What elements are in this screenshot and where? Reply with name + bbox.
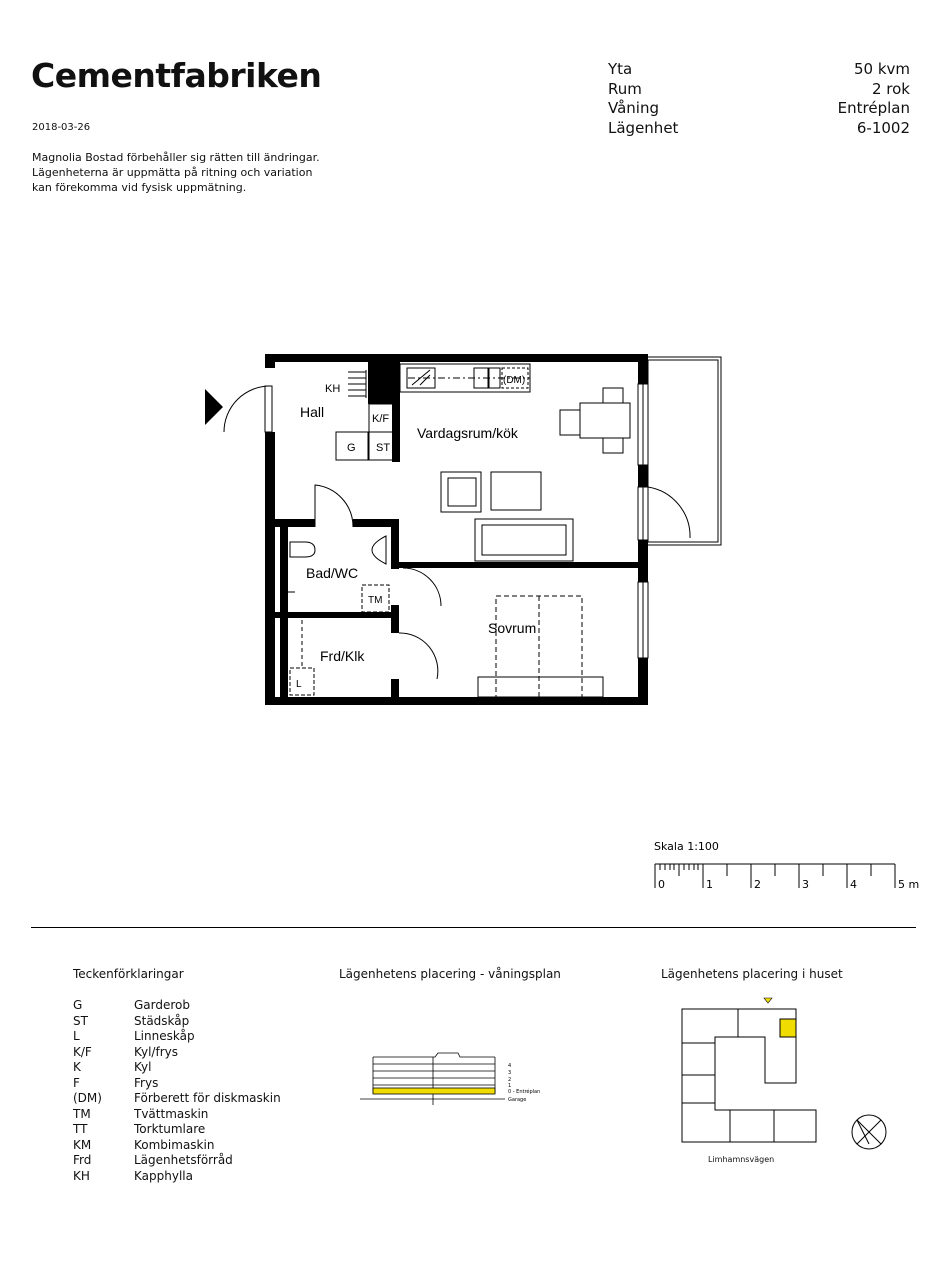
linen-closet: [290, 668, 314, 695]
info-row-area: [608, 60, 910, 80]
level-label: 1: [508, 1083, 512, 1089]
level-label: 2: [508, 1077, 512, 1083]
info-row-floor: [608, 99, 910, 119]
legend-text: Städskåp: [134, 1013, 190, 1028]
legend-code: TT: [73, 1122, 88, 1136]
label-l: L: [296, 679, 302, 690]
entry-level-highlight: [373, 1088, 495, 1094]
disclaimer: [32, 150, 362, 195]
info-value: Entréplan: [837, 99, 910, 117]
legend-code: KH: [73, 1168, 90, 1183]
house-placement-diagram: [675, 995, 905, 1160]
room-label-bedroom: Sovrum: [488, 620, 537, 636]
scale-tick-label: 4: [850, 878, 857, 891]
room-label-bath: Bad/WC: [306, 565, 359, 581]
disclaimer-line: kan förekomma vid fysisk uppmätning.: [32, 181, 247, 194]
legend-code: Frd: [73, 1153, 92, 1167]
windows: [638, 384, 648, 658]
legend-item: [73, 998, 281, 1014]
legend-list: [73, 998, 281, 1184]
legend-item: [73, 1169, 281, 1185]
legend-code: TM: [73, 1106, 91, 1121]
label-g: G: [347, 442, 356, 454]
legend-text: Torktumlare: [134, 1122, 206, 1136]
apartment-info: [608, 60, 910, 138]
info-label: Lägenhet: [608, 118, 679, 137]
label-dm: (DM): [503, 375, 526, 386]
level-label: Garage: [508, 1097, 527, 1103]
scale-bar: [652, 838, 922, 893]
legend-text: Tvättmaskin: [134, 1106, 209, 1121]
scale-tick-label: 0: [658, 878, 665, 891]
legend-text: Förberett för diskmaskin: [134, 1091, 281, 1105]
label-tm: TM: [368, 595, 383, 606]
legend-text: Garderob: [134, 998, 191, 1012]
level-label: 3: [508, 1070, 512, 1076]
legend-code: K/F: [73, 1044, 92, 1059]
room-label-living: Vardagsrum/kök: [417, 425, 518, 441]
street-name: Limhamnsvägen: [708, 1155, 775, 1164]
floor-placement-title: Lägenhetens placering - våningsplan: [339, 967, 561, 981]
legend-code: K: [73, 1060, 81, 1074]
living-furniture: [441, 388, 630, 561]
legend-item: [73, 1138, 281, 1154]
legend-item: [73, 1014, 281, 1030]
info-value: 50 kvm: [853, 60, 910, 78]
legend-code: (DM): [73, 1091, 102, 1105]
label-st: ST: [376, 442, 391, 454]
info-row-rooms: [608, 80, 910, 100]
legend-text: Linneskåp: [134, 1029, 195, 1043]
scale-ticks: [655, 864, 895, 888]
room-label-hall: Hall: [300, 404, 325, 420]
legend-item: [73, 1122, 281, 1138]
house-placement-title: Lägenhetens placering i huset: [661, 967, 843, 981]
legend-code: ST: [73, 1013, 88, 1028]
floor-plan: [195, 345, 735, 715]
legend-item: [73, 1045, 281, 1061]
info-row-apartment: [608, 119, 910, 139]
legend-code: L: [73, 1029, 80, 1043]
legend-code: F: [73, 1075, 80, 1090]
legend-text: Kyl/frys: [134, 1044, 178, 1059]
legend-item: [73, 1153, 281, 1169]
disclaimer-line: Lägenheterna är uppmätta på ritning och variation: [32, 166, 313, 179]
legend-item: [73, 1060, 281, 1076]
legend-item: [73, 1091, 281, 1107]
scale-title: Skala 1:100: [654, 840, 719, 853]
section-divider: [31, 927, 916, 928]
room-label-storage: Frd/Klk: [320, 648, 365, 664]
info-value: 2 rok: [871, 79, 910, 98]
legend-text: Kapphylla: [134, 1168, 193, 1183]
info-value: 6-1002: [856, 118, 910, 137]
page-title: Cementfabriken: [31, 56, 322, 95]
north-marker-icon: [764, 998, 772, 1003]
scale-tick-label: 1: [706, 878, 713, 891]
legend-text: Frys: [134, 1075, 159, 1090]
info-label: Rum: [608, 79, 642, 98]
balcony: [645, 357, 721, 545]
entry-door: [224, 386, 272, 432]
legend-item: [73, 1107, 281, 1123]
legend-code: KM: [73, 1137, 92, 1152]
info-label: Yta: [608, 60, 633, 78]
legend-text: Kombimaskin: [134, 1137, 215, 1152]
disclaimer-line: Magnolia Bostad förbehåller sig rätten till ändringar.: [32, 151, 320, 164]
apartment-highlight: [780, 1019, 796, 1037]
bed: [478, 596, 603, 698]
floor-level-diagram: [360, 1048, 560, 1108]
compass-icon: [852, 1115, 886, 1149]
level-label: 0 - Entréplan: [508, 1089, 541, 1095]
coat-rack: [348, 370, 366, 398]
legend-item: [73, 1076, 281, 1092]
balcony-door: [648, 487, 690, 538]
legend-text: Kyl: [134, 1060, 152, 1074]
label-kh: KH: [325, 383, 341, 395]
legend-item: [73, 1029, 281, 1045]
scale-tick-label: 3: [802, 878, 809, 891]
level-label: 4: [508, 1063, 512, 1069]
info-label: Våning: [608, 99, 659, 117]
entrance-arrow-icon: [205, 389, 223, 425]
scale-tick-label: 5 m: [898, 878, 920, 891]
legend-title: Teckenförklaringar: [73, 967, 184, 981]
legend-text: Lägenhetsförråd: [134, 1153, 233, 1167]
legend-code: G: [73, 998, 83, 1012]
label-kf: K/F: [372, 413, 390, 425]
document-date: 2018-03-26: [32, 122, 91, 133]
scale-tick-label: 2: [754, 878, 761, 891]
